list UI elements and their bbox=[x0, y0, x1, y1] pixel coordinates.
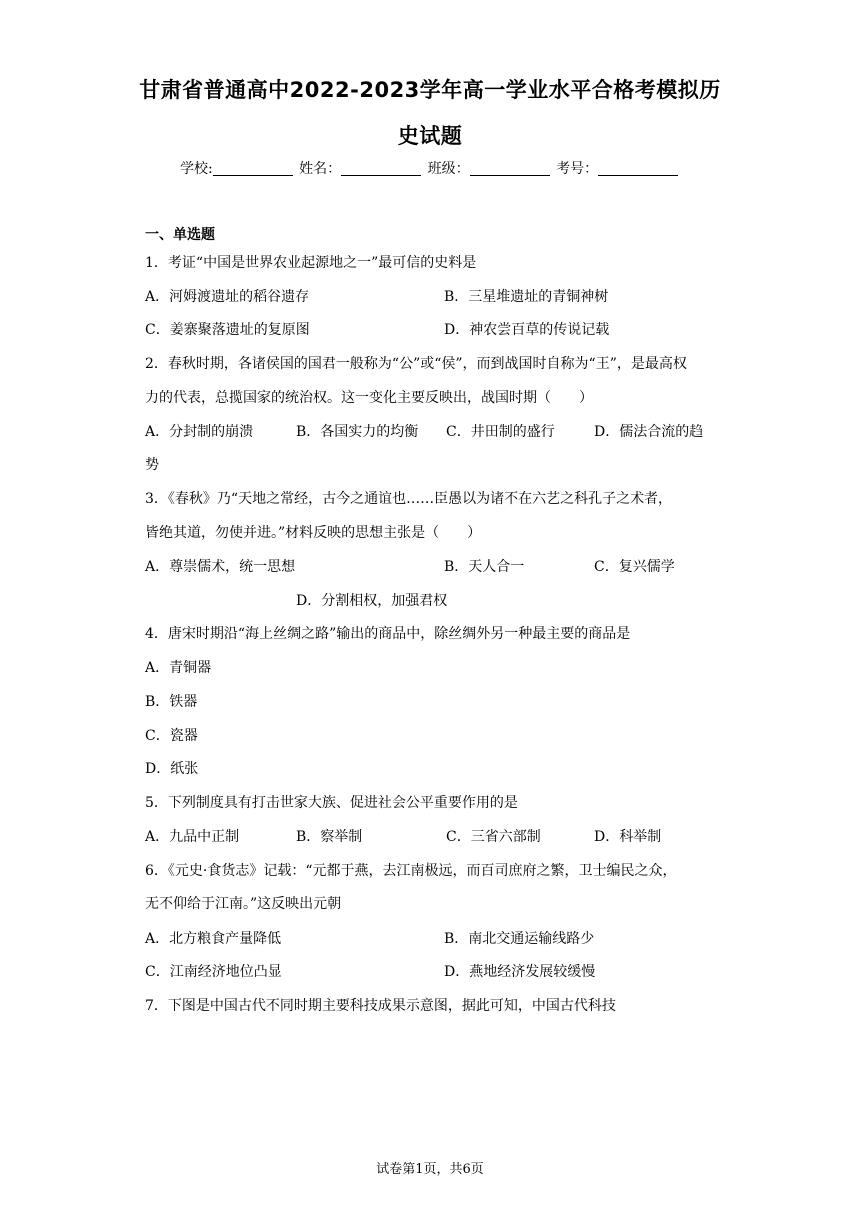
question-2-stem-line-1: 2．春秋时期，各诸侯国的国君一般称为“公”或“侯”，而到战国时自称为“王”，是最高权 bbox=[145, 356, 687, 372]
question-4-option-d[interactable]: D．纸张 bbox=[145, 761, 199, 777]
question-5-stem: 5．下列制度具有打击世家大族、促进社会公平重要作用的是 bbox=[145, 795, 518, 811]
question-4-option-b[interactable]: B．铁器 bbox=[145, 694, 198, 710]
question-2-option-d-wrap: 势 bbox=[145, 457, 159, 473]
exam-title-line-2: 史试题 bbox=[397, 124, 463, 148]
section-heading: 一、单选题 bbox=[145, 227, 215, 243]
question-5-option-b[interactable]: B．察举制 bbox=[296, 829, 363, 845]
question-2-option-b[interactable]: B．各国实力的均衡 bbox=[296, 424, 419, 440]
class-blank[interactable] bbox=[470, 161, 550, 176]
exam-number-blank[interactable] bbox=[598, 161, 678, 176]
name-label: 姓名： bbox=[299, 161, 342, 177]
question-4-stem: 4．唐宋时期沿“海上丝绸之路”输出的商品中，除丝绸外另一种最主要的商品是 bbox=[145, 626, 631, 642]
question-1-option-b[interactable]: B．三星堆遗址的青铜神树 bbox=[444, 289, 609, 305]
class-label: 班级： bbox=[427, 161, 470, 177]
question-3-option-d[interactable]: D．分割相权，加强君权 bbox=[296, 593, 448, 609]
question-2-option-a[interactable]: A．分封制的崩溃 bbox=[145, 424, 254, 440]
exam-number-label: 考号： bbox=[556, 161, 599, 177]
school-blank[interactable] bbox=[213, 161, 293, 176]
question-3-option-b[interactable]: B．天人合一 bbox=[444, 559, 525, 575]
question-3-option-c[interactable]: C．复兴儒学 bbox=[594, 559, 675, 575]
exam-title-line-1: 甘肃省普通高中2022-2023学年高一学业水平合格考模拟历 bbox=[139, 78, 721, 102]
question-3-stem-line-1: 3．《春秋》乃“天地之常经，古今之通谊也……臣愚以为诸不在六艺之科孔子之术者， bbox=[145, 491, 673, 507]
question-2-stem-line-2: 力的代表，总揽国家的统治权。这一变化主要反映出，战国时期（ ） bbox=[145, 390, 593, 406]
question-1-option-a[interactable]: A．河姆渡遗址的稻谷遗存 bbox=[145, 289, 310, 305]
question-3-stem-line-2: 皆绝其道，勿使并进。”材料反映的思想主张是（ ） bbox=[145, 525, 482, 541]
question-6-option-d[interactable]: D．燕地经济发展较缓慢 bbox=[444, 964, 596, 980]
question-4-option-c[interactable]: C．瓷器 bbox=[145, 728, 198, 744]
page-footer: 试卷第1页，共6页 bbox=[376, 1162, 484, 1177]
name-blank[interactable] bbox=[341, 161, 421, 176]
question-6-stem-line-2: 无不仰给于江南。”这反映出元朝 bbox=[145, 896, 342, 912]
question-1-option-c[interactable]: C．姜寨聚落遗址的复原图 bbox=[145, 322, 310, 338]
question-5-option-d[interactable]: D．科举制 bbox=[594, 829, 662, 845]
question-6-option-a[interactable]: A．北方粮食产量降低 bbox=[145, 931, 282, 947]
question-6-stem-line-1: 6．《元史·食货志》记载：“元都于燕，去江南极远，而百司庶府之繁，卫士编民之众， bbox=[145, 863, 677, 879]
school-label: 学校: bbox=[180, 161, 213, 177]
question-2-option-d[interactable]: D．儒法合流的趋 bbox=[594, 424, 704, 440]
question-7-stem: 7．下图是中国古代不同时期主要科技成果示意图，据此可知，中国古代科技 bbox=[145, 998, 616, 1014]
question-4-option-a[interactable]: A．青铜器 bbox=[145, 660, 212, 676]
question-2-option-c[interactable]: C．井田制的盛行 bbox=[446, 424, 555, 440]
question-5-option-c[interactable]: C．三省六部制 bbox=[446, 829, 541, 845]
question-5-option-a[interactable]: A．九品中正制 bbox=[145, 829, 240, 845]
question-6-option-b[interactable]: B．南北交通运输线路少 bbox=[444, 931, 595, 947]
student-info-row bbox=[180, 158, 680, 178]
question-1-option-d[interactable]: D．神农尝百草的传说记载 bbox=[444, 322, 610, 338]
question-6-option-c[interactable]: C．江南经济地位凸显 bbox=[145, 964, 282, 980]
question-1-stem: 1．考证“中国是世界农业起源地之一”最可信的史料是 bbox=[145, 255, 477, 271]
question-3-option-a[interactable]: A．尊崇儒术，统一思想 bbox=[145, 559, 296, 575]
